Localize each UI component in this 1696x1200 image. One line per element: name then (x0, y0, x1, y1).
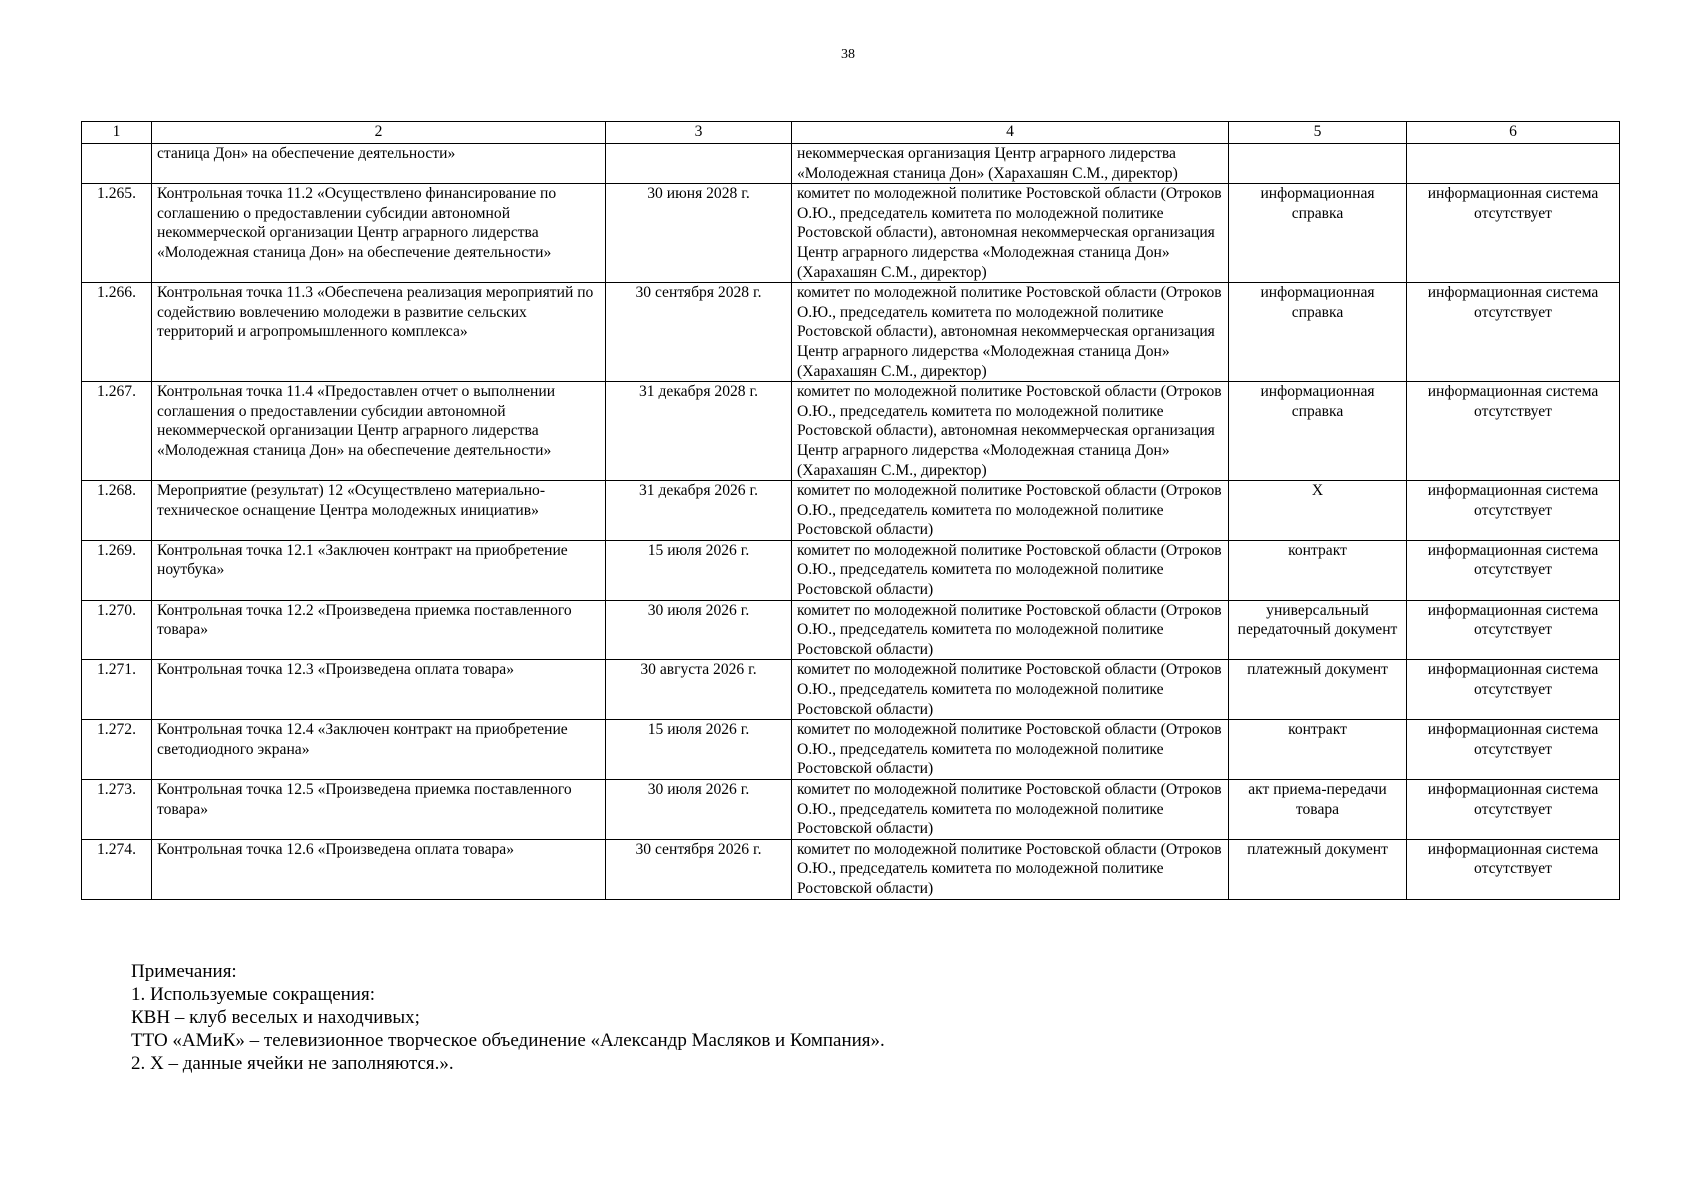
information-system-cell: информационная система отсутствует (1407, 184, 1620, 283)
information-system-cell: информационная система отсутствует (1407, 600, 1620, 660)
row-number-cell: 1.266. (82, 283, 152, 382)
event-name-cell: Контрольная точка 11.4 «Предоставлен отчет о выполнении соглашения о предоставлении субсидии автономной некоммерческой организации Центр аграрного лидерства «Молодежная станица Дон» на обеспечение деятельности» (152, 382, 606, 481)
note-abbreviation-kvn: КВН – клуб веселых и находчивых; (131, 1007, 420, 1028)
information-system-cell: информационная система отсутствует (1407, 382, 1620, 481)
event-name-cell: станица Дон» на обеспечение деятельности» (152, 144, 606, 184)
confirming-document-cell: информационная справка (1229, 283, 1407, 382)
confirming-document-cell: универсальный передаточный документ (1229, 600, 1407, 660)
event-name-cell: Контрольная точка 12.1 «Заключен контракт на приобретение ноутбука» (152, 540, 606, 600)
deadline-date-cell: 31 декабря 2028 г. (606, 382, 792, 481)
table-row (82, 720, 1620, 780)
responsible-executor-cell: комитет по молодежной политике Ростовской области (Отроков О.Ю., председатель комитета по молодежной политике Ростовской области), автономная некоммерческая организация Центр аграрного лидерства «Молодежная станица Дон» (Харахашян С.М., директор) (792, 283, 1229, 382)
information-system-cell: информационная система отсутствует (1407, 481, 1620, 541)
note-abbreviations-title: 1. Используемые сокращения: (131, 984, 375, 1005)
event-name-cell: Контрольная точка 11.3 «Обеспечена реализация мероприятий по содействию вовлечению молодежи в развитие сельских территорий и агропромышленного комплекса» (152, 283, 606, 382)
row-number-cell: 1.265. (82, 184, 152, 283)
note-empty-cells: 2. Х – данные ячейки не заполняются.». (131, 1053, 454, 1074)
responsible-executor-cell: комитет по молодежной политике Ростовской области (Отроков О.Ю., председатель комитета по молодежной политике Ростовской области) (792, 600, 1229, 660)
row-number-cell: 1.268. (82, 481, 152, 541)
deadline-date-cell: 30 сентября 2026 г. (606, 839, 792, 899)
information-system-cell: информационная система отсутствует (1407, 660, 1620, 720)
deadline-date-cell: 30 июня 2028 г. (606, 184, 792, 283)
notes-heading: Примечания: (131, 961, 237, 982)
row-number-cell: 1.269. (82, 540, 152, 600)
deadline-date-cell: 30 июля 2026 г. (606, 780, 792, 840)
column-number: 4 (792, 122, 1229, 144)
column-number: 2 (152, 122, 606, 144)
deadline-date-cell: 30 сентября 2028 г. (606, 283, 792, 382)
confirming-document-cell: информационная справка (1229, 184, 1407, 283)
responsible-executor-cell: комитет по молодежной политике Ростовской области (Отроков О.Ю., председатель комитета по молодежной политике Ростовской области) (792, 540, 1229, 600)
event-name-cell: Контрольная точка 12.5 «Произведена приемка поставленного товара» (152, 780, 606, 840)
table-row (82, 780, 1620, 840)
table-body (82, 122, 1620, 900)
confirming-document-cell: акт приема-передачи товара (1229, 780, 1407, 840)
table-row (82, 839, 1620, 899)
column-number: 6 (1407, 122, 1620, 144)
confirming-document-cell: платежный документ (1229, 660, 1407, 720)
plan-table (81, 121, 1620, 900)
table-row (82, 540, 1620, 600)
deadline-date-cell: 30 августа 2026 г. (606, 660, 792, 720)
responsible-executor-cell: комитет по молодежной политике Ростовской области (Отроков О.Ю., председатель комитета по молодежной политике Ростовской области) (792, 660, 1229, 720)
table-row (82, 144, 1620, 184)
information-system-cell: информационная система отсутствует (1407, 540, 1620, 600)
table-row (82, 283, 1620, 382)
information-system-cell (1407, 144, 1620, 184)
information-system-cell: информационная система отсутствует (1407, 839, 1620, 899)
row-number-cell: 1.272. (82, 720, 152, 780)
row-number-cell: 1.273. (82, 780, 152, 840)
confirming-document-cell: информационная справка (1229, 382, 1407, 481)
event-name-cell: Контрольная точка 12.4 «Заключен контракт на приобретение светодиодного экрана» (152, 720, 606, 780)
page-number: 38 (841, 47, 855, 62)
row-number-cell (82, 144, 152, 184)
deadline-date-cell: 31 декабря 2026 г. (606, 481, 792, 541)
responsible-executor-cell: комитет по молодежной политике Ростовской области (Отроков О.Ю., председатель комитета по молодежной политике Ростовской области) (792, 720, 1229, 780)
responsible-executor-cell: комитет по молодежной политике Ростовской области (Отроков О.Ю., председатель комитета по молодежной политике Ростовской области) (792, 780, 1229, 840)
row-number-cell: 1.274. (82, 839, 152, 899)
deadline-date-cell: 15 июля 2026 г. (606, 720, 792, 780)
table-row (82, 481, 1620, 541)
row-number-cell: 1.270. (82, 600, 152, 660)
information-system-cell: информационная система отсутствует (1407, 780, 1620, 840)
column-number: 5 (1229, 122, 1407, 144)
confirming-document-cell (1229, 144, 1407, 184)
responsible-executor-cell: комитет по молодежной политике Ростовской области (Отроков О.Ю., председатель комитета по молодежной политике Ростовской области), автономная некоммерческая организация Центр аграрного лидерства «Молодежная станица Дон» (Харахашян С.М., директор) (792, 184, 1229, 283)
note-abbreviation-tto: ТТО «АМиК» – телевизионное творческое объединение «Александр Масляков и Компания». (131, 1030, 885, 1051)
table-row (82, 382, 1620, 481)
table-row (82, 660, 1620, 720)
row-number-cell: 1.267. (82, 382, 152, 481)
confirming-document-cell: платежный документ (1229, 839, 1407, 899)
event-name-cell: Контрольная точка 12.6 «Произведена оплата товара» (152, 839, 606, 899)
notes-block (131, 960, 1581, 1075)
confirming-document-cell: контракт (1229, 540, 1407, 600)
table-row (82, 184, 1620, 283)
event-name-cell: Контрольная точка 11.2 «Осуществлено финансирование по соглашению о предоставлении субсидии автономной некоммерческой организации Центр аграрного лидерства «Молодежная станица Дон» на обеспечение деятельности» (152, 184, 606, 283)
responsible-executor-cell: комитет по молодежной политике Ростовской области (Отроков О.Ю., председатель комитета по молодежной политике Ростовской области), автономная некоммерческая организация Центр аграрного лидерства «Молодежная станица Дон» (Харахашян С.М., директор) (792, 382, 1229, 481)
responsible-executor-cell: комитет по молодежной политике Ростовской области (Отроков О.Ю., председатель комитета по молодежной политике Ростовской области) (792, 839, 1229, 899)
confirming-document-cell: Х (1229, 481, 1407, 541)
deadline-date-cell: 15 июля 2026 г. (606, 540, 792, 600)
table-row (82, 600, 1620, 660)
event-name-cell: Контрольная точка 12.2 «Произведена приемка поставленного товара» (152, 600, 606, 660)
deadline-date-cell (606, 144, 792, 184)
event-name-cell: Контрольная точка 12.3 «Произведена оплата товара» (152, 660, 606, 720)
column-number: 1 (82, 122, 152, 144)
column-number-row (82, 122, 1620, 144)
deadline-date-cell: 30 июля 2026 г. (606, 600, 792, 660)
confirming-document-cell: контракт (1229, 720, 1407, 780)
responsible-executor-cell: комитет по молодежной политике Ростовской области (Отроков О.Ю., председатель комитета по молодежной политике Ростовской области) (792, 481, 1229, 541)
column-number: 3 (606, 122, 792, 144)
responsible-executor-cell: некоммерческая организация Центр аграрного лидерства «Молодежная станица Дон» (Харахашян С.М., директор) (792, 144, 1229, 184)
row-number-cell: 1.271. (82, 660, 152, 720)
information-system-cell: информационная система отсутствует (1407, 283, 1620, 382)
event-name-cell: Мероприятие (результат) 12 «Осуществлено материально-техническое оснащение Центра молодежных инициатив» (152, 481, 606, 541)
information-system-cell: информационная система отсутствует (1407, 720, 1620, 780)
